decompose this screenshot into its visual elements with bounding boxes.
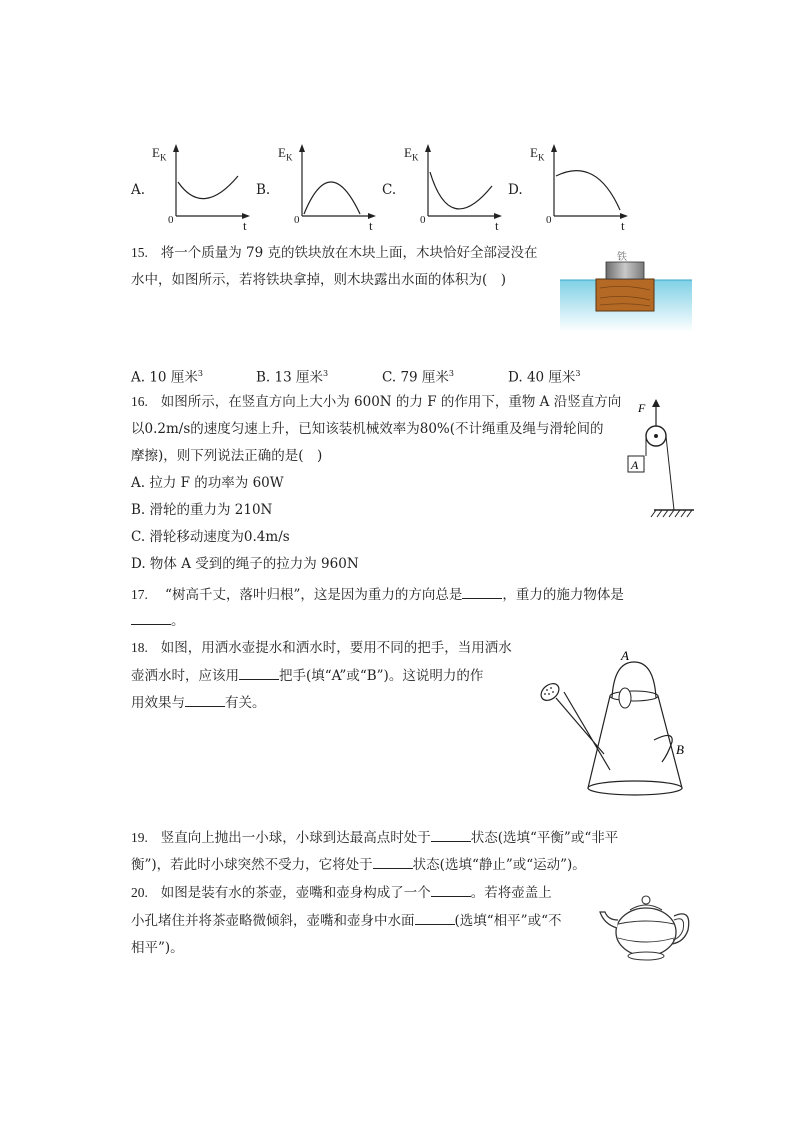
q14-axis-y-d: $E_K$ xyxy=(530,145,545,163)
q20-line-1: 20. 如图是装有水的茶壶，壶嘴和壶身构成了一个 。若将壶盖上 xyxy=(131,882,552,903)
q16-option-b: B. 滑轮的重力为 210N xyxy=(131,502,273,518)
q15-option-c: C. 79 厘米$^3$ xyxy=(382,369,455,386)
q17-blank-1[interactable] xyxy=(462,584,502,599)
q16-line-3: 摩擦)，则下列说法正确的是( ) xyxy=(131,448,323,464)
q18-line-1: 18. 如图，用洒水壶提水和洒水时，要用不同的把手，当用洒水 xyxy=(131,640,512,656)
q14-origin-b: 0 xyxy=(294,214,300,226)
iron-label: 铁 xyxy=(617,252,627,263)
q14-axis-y-a: $E_K$ xyxy=(152,145,167,163)
handle-b-label: B xyxy=(676,742,684,757)
q14-axis-x-c: t xyxy=(495,218,499,233)
q15-figure xyxy=(560,250,692,332)
q14-origin-c: 0 xyxy=(420,214,426,226)
q19-line-2: 衡”)，若此时小球突然不受力，它将处于 状态(选填“静止”或“运动”)。 xyxy=(131,854,586,875)
q18-line-2: 壶洒水时，应该用 把手(填“A”或“B”)。这说明力的作 xyxy=(131,665,483,686)
force-f-label: F xyxy=(638,401,646,415)
q20-blank-1[interactable] xyxy=(431,882,471,897)
q14-origin-d: 0 xyxy=(546,214,552,226)
q15-option-b: B. 13 厘米$^3$ xyxy=(256,369,329,386)
q20-teapot-figure xyxy=(596,890,692,968)
teapot-lid-knob xyxy=(642,896,650,904)
q15-line-1 xyxy=(131,243,538,263)
q15-line-2: 水中，如图所示，若将铁块拿掉，则木块露出水面的体积为( ) xyxy=(131,272,507,288)
q16-option-a: A. 拉力 F 的功率为 60W xyxy=(131,475,284,491)
q15-number: 15. xyxy=(131,245,148,260)
q19-blank-2[interactable] xyxy=(373,854,413,869)
q14-axis-x-b: t xyxy=(369,218,373,233)
q17-number: 17. xyxy=(131,587,148,602)
q18-number: 18. xyxy=(131,640,148,655)
q16-line-1 xyxy=(131,392,621,412)
weight-a-label: A xyxy=(631,458,639,472)
q18-blank-2[interactable] xyxy=(185,692,225,707)
q16-line-2: 以0.2m/s的速度匀速上升，已知该装机械效率为80%(不计绳重及绳与滑轮间的 xyxy=(131,421,604,437)
q17-blank-2[interactable] xyxy=(131,610,171,625)
q14-axis-x-a: t xyxy=(243,218,247,233)
q19-blank-1[interactable] xyxy=(431,827,471,842)
q16-option-d: D. 物体 A 受到的绳子的拉力为 960N xyxy=(131,556,359,572)
q15-text-1: 将一个质量为 79 克的铁块放在木块上面，木块恰好全部浸没在 xyxy=(160,245,538,261)
teapot-body xyxy=(616,908,676,956)
q19-line-1: 19. 竖直向上抛出一小球，小球到达最高点时处于 状态(选填“平衡”或“非平 xyxy=(131,827,618,848)
q16-text-1: 如图所示，在竖直方向上大小为 600N 的力 F 的作用下，重物 A 沿竖直方向 xyxy=(160,394,622,410)
q16-option-c: C. 滑轮移动速度为0.4m/s xyxy=(131,529,290,545)
q17-line-2: 。 xyxy=(131,610,185,631)
iron-block xyxy=(606,262,644,279)
q20-line-2: 小孔堵住并将茶壶略微倾斜，壶嘴和壶身中水面 (选填“相平”或“不 xyxy=(131,910,561,931)
q14-option-b-label: B. xyxy=(256,182,271,198)
q18-watering-can-figure xyxy=(528,646,698,806)
q19-number: 19. xyxy=(131,830,148,845)
wood-block xyxy=(596,279,654,311)
q20-line-3: 相平”)。 xyxy=(131,940,184,956)
q20-blank-2[interactable] xyxy=(415,910,455,925)
q14-origin-a: 0 xyxy=(168,214,174,226)
q16-number: 16. xyxy=(131,394,148,409)
q14-axis-y-c: $E_K$ xyxy=(404,145,419,163)
q14-option-c-label: C. xyxy=(382,182,397,198)
q14-axis-x-d: t xyxy=(621,218,625,233)
q14-option-d-label: D. xyxy=(508,182,523,198)
teapot-spout xyxy=(600,912,618,928)
q16-pulley-figure xyxy=(618,396,698,522)
handle-a-label: A xyxy=(621,648,629,663)
q20-number: 20. xyxy=(131,885,148,900)
q15-option-d: D. 40 厘米$^3$ xyxy=(508,369,581,386)
q15-option-a: A. 10 厘米$^3$ xyxy=(131,369,203,386)
q17-line-1: 17. “树高千丈，落叶归根”，这是因为重力的方向总是 ，重力的施力物体是 xyxy=(131,584,624,605)
q18-line-3: 用效果与 有关。 xyxy=(131,692,266,713)
q18-blank-1[interactable] xyxy=(239,665,279,680)
q14-axis-y-b: $E_K$ xyxy=(278,145,293,163)
q14-option-a-label: A. xyxy=(131,182,146,198)
